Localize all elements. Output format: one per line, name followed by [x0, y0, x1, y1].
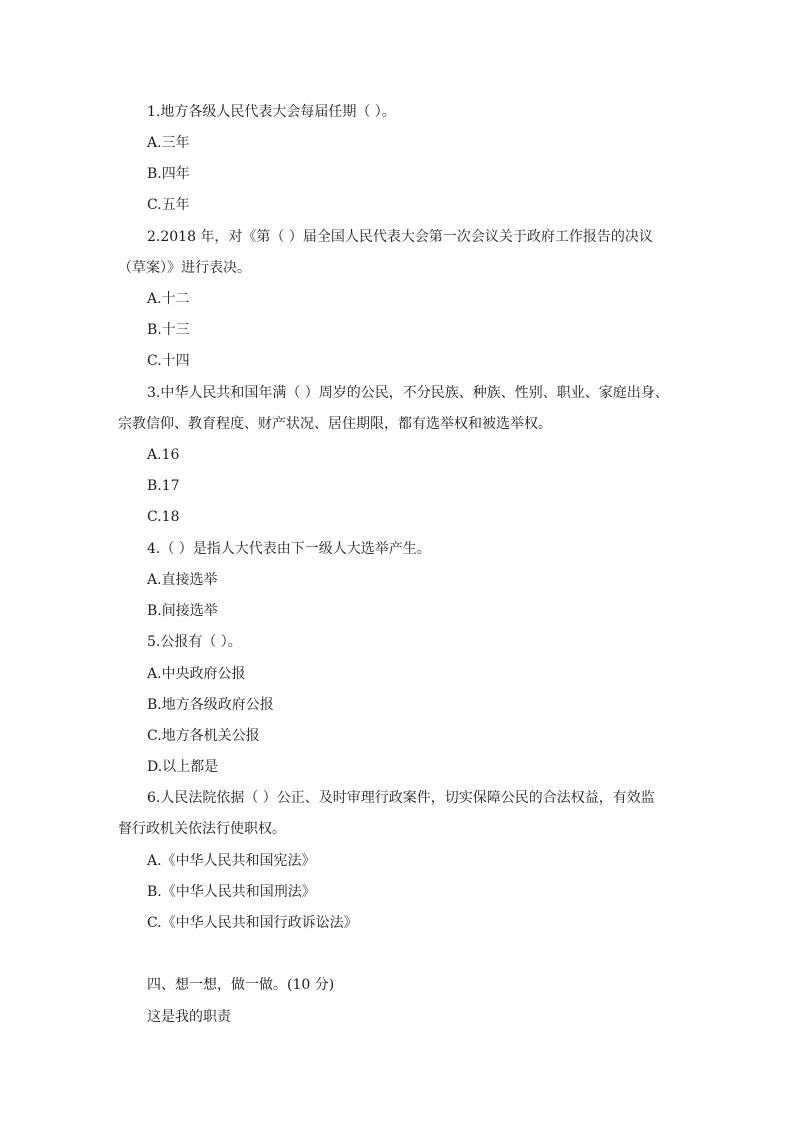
option-c: C.十四 — [147, 353, 190, 369]
option-b: B.《中华人民共和国刑法》 — [147, 884, 316, 900]
question-stem: 6.人民法院依据（ ）公正、及时审理行政案件，切实保障公民的合法权益，有效监 — [147, 790, 655, 806]
option-c: C.18 — [147, 509, 180, 525]
option-a: A.16 — [147, 447, 180, 463]
option-d: D.以上都是 — [147, 759, 219, 775]
option-a: A.《中华人民共和国宪法》 — [147, 853, 316, 869]
option-a: A.三年 — [147, 135, 190, 151]
question-stem: 1.地方各级人民代表大会每届任期（ ）。 — [147, 104, 396, 120]
option-c: C.地方各机关公报 — [147, 728, 260, 744]
option-b: B.十三 — [147, 322, 190, 338]
question-stem-continued: （草案）》进行表决。 — [118, 260, 251, 276]
section-subtitle: 这是我的职责 — [147, 1009, 231, 1025]
section-heading: 四、想一想，做一做。(10 分) — [147, 977, 335, 993]
option-a: A.十二 — [147, 291, 190, 307]
question-stem: 5.公报有（ ）。 — [147, 634, 242, 650]
question-stem: 4.（ ）是指人大代表由下一级人大选举产生。 — [147, 541, 431, 557]
option-a: A.中央政府公报 — [147, 666, 246, 682]
option-b: B.地方各级政府公报 — [147, 697, 274, 713]
option-c: C.五年 — [147, 197, 190, 213]
option-b: B.间接选举 — [147, 603, 218, 619]
option-b: B.四年 — [147, 166, 190, 182]
question-stem: 3.中华人民共和国年满（ ）周岁的公民，不分民族、种族、性别、职业、家庭出身、 — [147, 385, 669, 401]
question-stem-continued: 督行政机关依法行使职权。 — [118, 821, 286, 837]
option-c: C.《中华人民共和国行政诉讼法》 — [147, 915, 358, 931]
option-b: B.17 — [147, 478, 180, 494]
question-stem-continued: 宗教信仰、教育程度、财产状况、居住期限，都有选举权和被选举权。 — [118, 416, 552, 432]
question-stem: 2.2018 年，对《第（ ）届全国人民代表大会第一次会议关于政府工作报告的决议 — [147, 229, 653, 245]
option-a: A.直接选举 — [147, 572, 218, 588]
